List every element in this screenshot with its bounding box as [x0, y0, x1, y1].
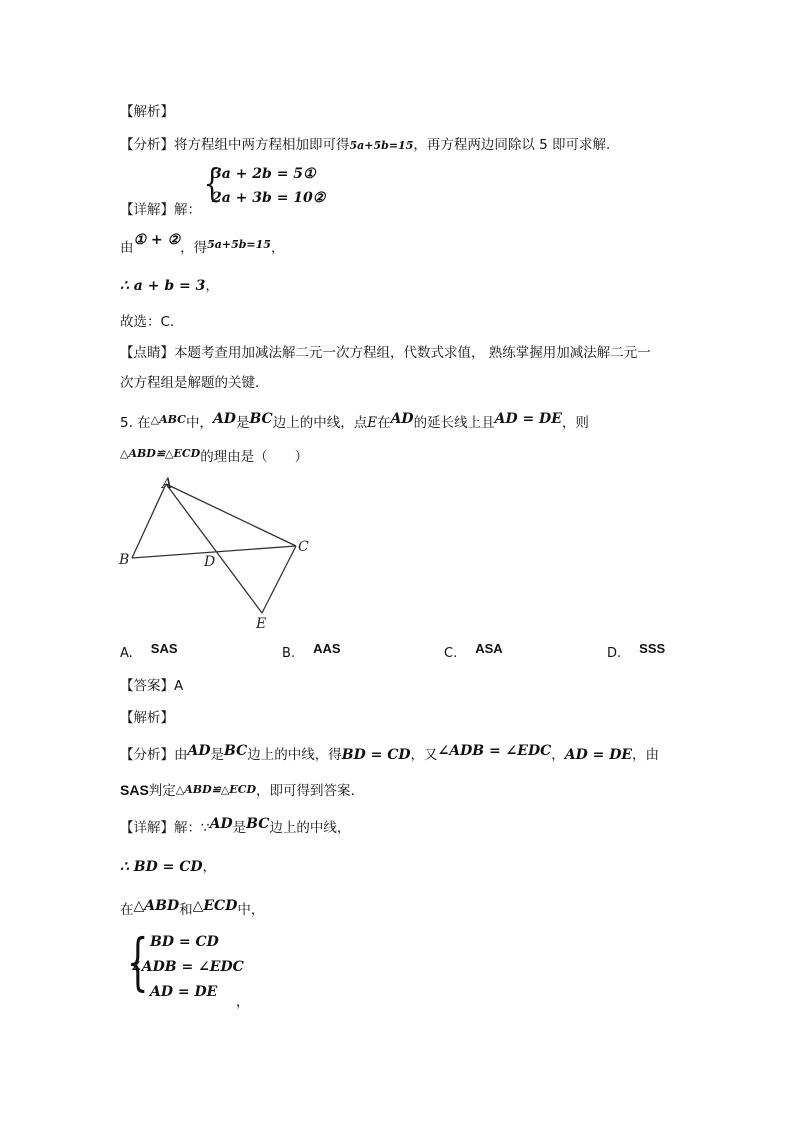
answer-line: 【答案】A — [120, 678, 184, 694]
label-b: B — [119, 552, 130, 568]
question-5-line-2 — [120, 447, 308, 468]
q5-shi: 是 — [235, 415, 250, 431]
q5-ad-de: AD = DE — [494, 411, 562, 427]
q5-congruent: △ABD≌△ECD — [120, 447, 201, 460]
s2-zai: 在 — [120, 902, 134, 918]
segment-ac — [166, 484, 296, 546]
therefore-line-2 — [120, 857, 216, 877]
combine-comma: ， — [270, 240, 285, 256]
q5-zai: 在 — [377, 415, 391, 431]
comment-line-2: 次方程组是解题的关键． — [120, 375, 269, 391]
option-d[interactable] — [607, 641, 666, 661]
option-d-value: SSS — [639, 641, 666, 656]
q5-zhong: 中， — [185, 415, 213, 431]
analysis-heading-2: 【解析】 — [120, 710, 174, 726]
system-equation-2: 2a + 3b = 10② — [212, 190, 326, 206]
q5-ad-2: AD — [390, 411, 414, 427]
s2-text-2: ，又 — [410, 747, 438, 763]
s2-tri-abd: △ABD — [133, 898, 180, 914]
s2-tri-ecd: △ECD — [192, 898, 238, 914]
s2-bd-cd: BD = CD — [341, 747, 411, 763]
segment-ae — [166, 484, 262, 613]
therefore-line-1 — [120, 276, 219, 296]
label-a: A — [162, 476, 173, 492]
s2-text-6: 边上的中线， — [269, 820, 351, 836]
s2-shi-2: 是 — [232, 820, 247, 836]
comment-line-1: 【点睛】本题考查用加减法解二元一次方程组，代数式求值， 熟练掌握用加减法解二元一 — [120, 345, 651, 361]
s2-panding: 判定 — [148, 783, 176, 799]
option-c[interactable] — [444, 641, 503, 661]
option-b[interactable] — [282, 641, 341, 661]
combine-expression: ① + ② — [133, 232, 181, 248]
q5-ze: ，则 — [561, 415, 589, 431]
question-5-line-1 — [120, 413, 589, 434]
analysis-line-3 — [120, 780, 355, 802]
triangle-figure — [110, 470, 330, 635]
s2-congruent: △ABD≌△ECD — [175, 783, 256, 796]
left-brace-2: { — [126, 925, 149, 998]
q5-extension-text: 的延长线上且 — [413, 415, 495, 431]
analysis-line-2 — [120, 745, 659, 765]
analysis-tag: 【分析】 — [120, 137, 174, 153]
option-d-letter: D. — [607, 646, 622, 661]
s2-ad-2: AD — [209, 816, 233, 832]
therefore-comma-2: ， — [202, 859, 217, 875]
s2-text-1: 边上的中线，得 — [247, 747, 342, 763]
analysis-line — [120, 135, 620, 156]
q5-number: 5. 在 — [120, 415, 151, 431]
equation-system-1 — [200, 161, 340, 212]
combine-de: ，得 — [180, 240, 208, 256]
option-a[interactable] — [120, 641, 178, 661]
label-c: C — [298, 539, 309, 555]
therefore-comma-1: ， — [205, 278, 219, 294]
s2-bc: BC — [224, 743, 248, 759]
option-b-value: AAS — [313, 641, 341, 656]
system-equation-1: 3a + 2b = 5① — [212, 166, 316, 182]
left-brace: { — [203, 161, 221, 205]
analysis-equation: 5a+5b=15 — [349, 139, 414, 152]
q5-reason-text: 的理由是（ ） — [200, 449, 309, 465]
answer-choice-line: 故选：C． — [120, 314, 184, 330]
q5-triangle-abc: △ABC — [150, 413, 186, 426]
q5-bc: BC — [249, 411, 273, 427]
option-a-letter: A. — [120, 646, 133, 661]
system2-line-1: BD = CD — [150, 934, 219, 950]
q5-ad: AD — [212, 411, 236, 427]
segment-ce — [262, 546, 296, 613]
s2-zhong: 中， — [237, 902, 265, 918]
system2-line-2: ∠ADB = ∠EDC — [130, 959, 244, 975]
in-triangles-line — [120, 900, 264, 920]
s2-angle-eq: ∠ADB = ∠EDC — [437, 743, 552, 759]
detail-line-2 — [120, 818, 350, 838]
s2-fenxi-a: 【分析】由 — [120, 747, 188, 763]
option-a-value: SAS — [150, 641, 178, 656]
s2-sas: SAS — [120, 782, 149, 798]
s2-text-5: ，即可得到答案. — [255, 783, 355, 799]
combine-result: 5a+5b=15 — [207, 238, 271, 251]
s2-text-4: ，由 — [632, 747, 660, 763]
label-e: E — [256, 616, 267, 632]
s2-ad-de: AD = DE — [564, 747, 633, 763]
analysis-text-a: 将方程组中两方程相加即可得 — [174, 137, 350, 153]
s2-bc-2: BC — [246, 816, 270, 832]
s2-ad: AD — [187, 743, 211, 759]
q5-median-text: 边上的中线，点 — [272, 415, 368, 431]
segment-ab — [132, 484, 166, 558]
option-c-value: ASA — [475, 641, 503, 656]
system2-comma: ， — [236, 994, 250, 1010]
s2-text-3: ， — [551, 747, 565, 763]
s2-he: 和 — [179, 902, 193, 918]
q5-point-e: E — [367, 415, 378, 431]
system2-line-3: AD = DE — [150, 984, 218, 1000]
option-c-letter: C. — [444, 646, 458, 661]
label-d: D — [204, 554, 216, 570]
therefore-expression-1: ∴ a + b = 3 — [120, 278, 206, 294]
combine-line — [120, 232, 285, 259]
s2-xiangjie: 【详解】解：∵ — [120, 820, 210, 836]
therefore-expression-2: ∴ BD = CD — [120, 859, 203, 875]
analysis-text-b: ，再方程两边同除以 5 即可求解． — [413, 137, 620, 153]
s2-shi: 是 — [210, 747, 225, 763]
detail-label: 【详解】解： — [120, 202, 201, 218]
analysis-heading: 【解析】 — [120, 104, 174, 120]
combine-you: 由 — [120, 240, 134, 256]
option-b-letter: B. — [282, 646, 296, 661]
